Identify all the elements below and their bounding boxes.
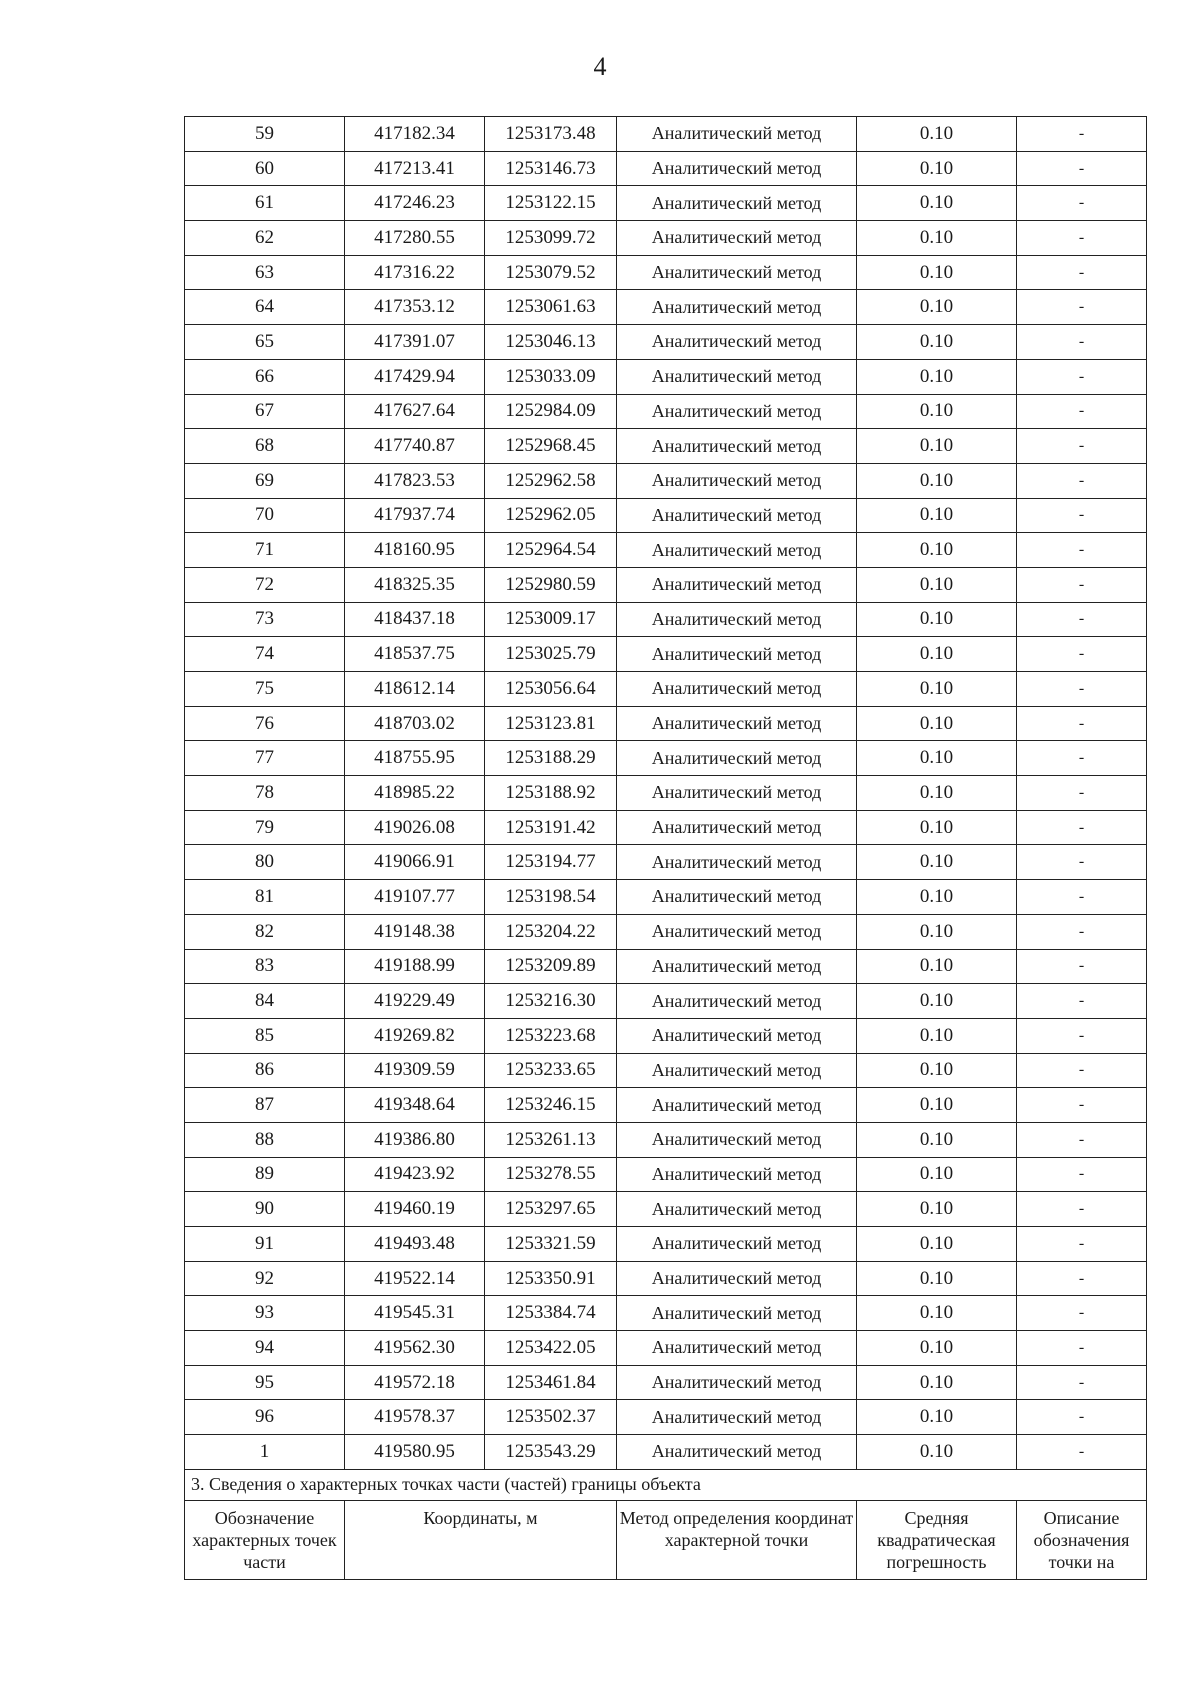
point-number-cell: 84 xyxy=(185,984,345,1019)
x-coordinate-cell: 419269.82 xyxy=(345,1018,485,1053)
description-cell: - xyxy=(1017,1192,1147,1227)
error-cell: 0.10 xyxy=(857,1365,1017,1400)
description-cell: - xyxy=(1017,810,1147,845)
method-cell: Аналитический метод xyxy=(617,359,857,394)
description-cell: - xyxy=(1017,741,1147,776)
table-row xyxy=(185,810,1147,845)
x-coordinate-cell: 419562.30 xyxy=(345,1331,485,1366)
point-number-cell: 76 xyxy=(185,706,345,741)
method-cell: Аналитический метод xyxy=(617,533,857,568)
point-number-cell: 66 xyxy=(185,359,345,394)
table-row xyxy=(185,776,1147,811)
description-cell: - xyxy=(1017,1227,1147,1262)
method-cell: Аналитический метод xyxy=(617,1227,857,1262)
y-coordinate-cell: 1253321.59 xyxy=(485,1227,617,1262)
table-row xyxy=(185,567,1147,602)
point-number-cell: 61 xyxy=(185,186,345,221)
error-cell: 0.10 xyxy=(857,221,1017,256)
method-cell: Аналитический метод xyxy=(617,1435,857,1470)
description-cell: - xyxy=(1017,880,1147,915)
description-cell: - xyxy=(1017,255,1147,290)
method-cell: Аналитический метод xyxy=(617,1192,857,1227)
error-cell: 0.10 xyxy=(857,880,1017,915)
header-error: Средняя квадратическая погрешность xyxy=(857,1500,1017,1579)
method-cell: Аналитический метод xyxy=(617,984,857,1019)
x-coordinate-cell: 418537.75 xyxy=(345,637,485,672)
x-coordinate-cell: 419348.64 xyxy=(345,1088,485,1123)
method-cell: Аналитический метод xyxy=(617,1122,857,1157)
description-cell: - xyxy=(1017,533,1147,568)
x-coordinate-cell: 417353.12 xyxy=(345,290,485,325)
error-cell: 0.10 xyxy=(857,151,1017,186)
description-cell: - xyxy=(1017,186,1147,221)
y-coordinate-cell: 1253233.65 xyxy=(485,1053,617,1088)
y-coordinate-cell: 1253350.91 xyxy=(485,1261,617,1296)
table-row xyxy=(185,533,1147,568)
point-number-cell: 86 xyxy=(185,1053,345,1088)
x-coordinate-cell: 418437.18 xyxy=(345,602,485,637)
description-cell: - xyxy=(1017,429,1147,464)
point-number-cell: 89 xyxy=(185,1157,345,1192)
y-coordinate-cell: 1252962.58 xyxy=(485,463,617,498)
method-cell: Аналитический метод xyxy=(617,325,857,360)
table-row xyxy=(185,1088,1147,1123)
y-coordinate-cell: 1253061.63 xyxy=(485,290,617,325)
error-cell: 0.10 xyxy=(857,741,1017,776)
error-cell: 0.10 xyxy=(857,1331,1017,1366)
description-cell: - xyxy=(1017,949,1147,984)
x-coordinate-cell: 419229.49 xyxy=(345,984,485,1019)
error-cell: 0.10 xyxy=(857,255,1017,290)
x-coordinate-cell: 419423.92 xyxy=(345,1157,485,1192)
description-cell: - xyxy=(1017,672,1147,707)
method-cell: Аналитический метод xyxy=(617,290,857,325)
error-cell: 0.10 xyxy=(857,810,1017,845)
description-cell: - xyxy=(1017,221,1147,256)
table-row xyxy=(185,602,1147,637)
description-cell: - xyxy=(1017,1435,1147,1470)
error-cell: 0.10 xyxy=(857,1227,1017,1262)
point-number-cell: 96 xyxy=(185,1400,345,1435)
table-row xyxy=(185,394,1147,429)
x-coordinate-cell: 417182.34 xyxy=(345,117,485,152)
error-cell: 0.10 xyxy=(857,533,1017,568)
x-coordinate-cell: 417740.87 xyxy=(345,429,485,464)
x-coordinate-cell: 418985.22 xyxy=(345,776,485,811)
point-number-cell: 60 xyxy=(185,151,345,186)
table-row xyxy=(185,845,1147,880)
method-cell: Аналитический метод xyxy=(617,1088,857,1123)
point-number-cell: 81 xyxy=(185,880,345,915)
page-number: 4 xyxy=(593,52,607,81)
error-cell: 0.10 xyxy=(857,1053,1017,1088)
header-coordinates: Координаты, м xyxy=(345,1500,617,1579)
error-cell: 0.10 xyxy=(857,776,1017,811)
table-row xyxy=(185,429,1147,464)
header-method: Метод определения координат характерной точки xyxy=(617,1500,857,1579)
x-coordinate-cell: 417280.55 xyxy=(345,221,485,256)
error-cell: 0.10 xyxy=(857,359,1017,394)
table-row xyxy=(185,1227,1147,1262)
x-coordinate-cell: 419309.59 xyxy=(345,1053,485,1088)
table-row xyxy=(185,1331,1147,1366)
y-coordinate-cell: 1252968.45 xyxy=(485,429,617,464)
y-coordinate-cell: 1253297.65 xyxy=(485,1192,617,1227)
table-row xyxy=(185,949,1147,984)
x-coordinate-cell: 417213.41 xyxy=(345,151,485,186)
error-cell: 0.10 xyxy=(857,1157,1017,1192)
point-number-cell: 1 xyxy=(185,1435,345,1470)
x-coordinate-cell: 419545.31 xyxy=(345,1296,485,1331)
x-coordinate-cell: 417316.22 xyxy=(345,255,485,290)
method-cell: Аналитический метод xyxy=(617,741,857,776)
point-number-cell: 72 xyxy=(185,567,345,602)
error-cell: 0.10 xyxy=(857,1088,1017,1123)
description-cell: - xyxy=(1017,359,1147,394)
method-cell: Аналитический метод xyxy=(617,880,857,915)
description-cell: - xyxy=(1017,117,1147,152)
method-cell: Аналитический метод xyxy=(617,151,857,186)
description-cell: - xyxy=(1017,1296,1147,1331)
description-cell: - xyxy=(1017,1088,1147,1123)
point-number-cell: 94 xyxy=(185,1331,345,1366)
error-cell: 0.10 xyxy=(857,325,1017,360)
section3-title: 3. Сведения о характерных точках части (частей) границы объекта xyxy=(185,1469,1147,1500)
error-cell: 0.10 xyxy=(857,394,1017,429)
point-number-cell: 75 xyxy=(185,672,345,707)
table-row xyxy=(185,1400,1147,1435)
description-cell: - xyxy=(1017,984,1147,1019)
x-coordinate-cell: 419522.14 xyxy=(345,1261,485,1296)
y-coordinate-cell: 1253079.52 xyxy=(485,255,617,290)
table-row xyxy=(185,1261,1147,1296)
y-coordinate-cell: 1253246.15 xyxy=(485,1088,617,1123)
y-coordinate-cell: 1253502.37 xyxy=(485,1400,617,1435)
error-cell: 0.10 xyxy=(857,1435,1017,1470)
table-row xyxy=(185,1192,1147,1227)
x-coordinate-cell: 419188.99 xyxy=(345,949,485,984)
description-cell: - xyxy=(1017,1018,1147,1053)
x-coordinate-cell: 419578.37 xyxy=(345,1400,485,1435)
description-cell: - xyxy=(1017,325,1147,360)
x-coordinate-cell: 419148.38 xyxy=(345,914,485,949)
point-number-cell: 83 xyxy=(185,949,345,984)
point-number-cell: 69 xyxy=(185,463,345,498)
description-cell: - xyxy=(1017,1400,1147,1435)
y-coordinate-cell: 1253056.64 xyxy=(485,672,617,707)
method-cell: Аналитический метод xyxy=(617,498,857,533)
method-cell: Аналитический метод xyxy=(617,672,857,707)
point-number-cell: 70 xyxy=(185,498,345,533)
method-cell: Аналитический метод xyxy=(617,1018,857,1053)
table-row xyxy=(185,1122,1147,1157)
x-coordinate-cell: 419026.08 xyxy=(345,810,485,845)
error-cell: 0.10 xyxy=(857,984,1017,1019)
x-coordinate-cell: 417937.74 xyxy=(345,498,485,533)
description-cell: - xyxy=(1017,1365,1147,1400)
error-cell: 0.10 xyxy=(857,637,1017,672)
x-coordinate-cell: 417627.64 xyxy=(345,394,485,429)
header-designation: Обозначение характерных точек части xyxy=(185,1500,345,1579)
description-cell: - xyxy=(1017,1261,1147,1296)
method-cell: Аналитический метод xyxy=(617,1400,857,1435)
point-number-cell: 62 xyxy=(185,221,345,256)
point-number-cell: 65 xyxy=(185,325,345,360)
section3-column-headers xyxy=(185,1500,1147,1579)
table-row xyxy=(185,741,1147,776)
error-cell: 0.10 xyxy=(857,1296,1017,1331)
method-cell: Аналитический метод xyxy=(617,221,857,256)
error-cell: 0.10 xyxy=(857,672,1017,707)
y-coordinate-cell: 1253422.05 xyxy=(485,1331,617,1366)
y-coordinate-cell: 1252984.09 xyxy=(485,394,617,429)
error-cell: 0.10 xyxy=(857,498,1017,533)
y-coordinate-cell: 1253123.81 xyxy=(485,706,617,741)
table-row xyxy=(185,1365,1147,1400)
error-cell: 0.10 xyxy=(857,1400,1017,1435)
description-cell: - xyxy=(1017,498,1147,533)
error-cell: 0.10 xyxy=(857,186,1017,221)
table-row xyxy=(185,1157,1147,1192)
y-coordinate-cell: 1252980.59 xyxy=(485,567,617,602)
error-cell: 0.10 xyxy=(857,117,1017,152)
y-coordinate-cell: 1253461.84 xyxy=(485,1365,617,1400)
x-coordinate-cell: 419460.19 xyxy=(345,1192,485,1227)
table-row xyxy=(185,1435,1147,1470)
method-cell: Аналитический метод xyxy=(617,1296,857,1331)
x-coordinate-cell: 417391.07 xyxy=(345,325,485,360)
coordinates-table-container xyxy=(184,116,1146,1580)
error-cell: 0.10 xyxy=(857,1192,1017,1227)
description-cell: - xyxy=(1017,151,1147,186)
y-coordinate-cell: 1253198.54 xyxy=(485,880,617,915)
point-number-cell: 93 xyxy=(185,1296,345,1331)
x-coordinate-cell: 419386.80 xyxy=(345,1122,485,1157)
y-coordinate-cell: 1253033.09 xyxy=(485,359,617,394)
table-row xyxy=(185,498,1147,533)
method-cell: Аналитический метод xyxy=(617,706,857,741)
method-cell: Аналитический метод xyxy=(617,463,857,498)
method-cell: Аналитический метод xyxy=(617,255,857,290)
x-coordinate-cell: 417246.23 xyxy=(345,186,485,221)
point-number-cell: 88 xyxy=(185,1122,345,1157)
table-row xyxy=(185,914,1147,949)
y-coordinate-cell: 1253204.22 xyxy=(485,914,617,949)
point-number-cell: 64 xyxy=(185,290,345,325)
error-cell: 0.10 xyxy=(857,429,1017,464)
table-row xyxy=(185,1296,1147,1331)
method-cell: Аналитический метод xyxy=(617,1157,857,1192)
method-cell: Аналитический метод xyxy=(617,1261,857,1296)
table-row xyxy=(185,221,1147,256)
error-cell: 0.10 xyxy=(857,1261,1017,1296)
coordinates-table xyxy=(184,116,1147,1580)
point-number-cell: 80 xyxy=(185,845,345,880)
point-number-cell: 59 xyxy=(185,117,345,152)
error-cell: 0.10 xyxy=(857,290,1017,325)
table-row xyxy=(185,637,1147,672)
x-coordinate-cell: 418325.35 xyxy=(345,567,485,602)
y-coordinate-cell: 1253194.77 xyxy=(485,845,617,880)
method-cell: Аналитический метод xyxy=(617,394,857,429)
x-coordinate-cell: 418612.14 xyxy=(345,672,485,707)
error-cell: 0.10 xyxy=(857,602,1017,637)
y-coordinate-cell: 1253543.29 xyxy=(485,1435,617,1470)
error-cell: 0.10 xyxy=(857,1018,1017,1053)
point-number-cell: 67 xyxy=(185,394,345,429)
x-coordinate-cell: 418703.02 xyxy=(345,706,485,741)
y-coordinate-cell: 1253261.13 xyxy=(485,1122,617,1157)
y-coordinate-cell: 1253122.15 xyxy=(485,186,617,221)
y-coordinate-cell: 1253384.74 xyxy=(485,1296,617,1331)
table-row xyxy=(185,1018,1147,1053)
description-cell: - xyxy=(1017,463,1147,498)
method-cell: Аналитический метод xyxy=(617,1365,857,1400)
x-coordinate-cell: 419572.18 xyxy=(345,1365,485,1400)
description-cell: - xyxy=(1017,1331,1147,1366)
point-number-cell: 91 xyxy=(185,1227,345,1262)
description-cell: - xyxy=(1017,1122,1147,1157)
description-cell: - xyxy=(1017,776,1147,811)
description-cell: - xyxy=(1017,394,1147,429)
y-coordinate-cell: 1253223.68 xyxy=(485,1018,617,1053)
method-cell: Аналитический метод xyxy=(617,949,857,984)
table-row xyxy=(185,1053,1147,1088)
table-row xyxy=(185,880,1147,915)
point-number-cell: 87 xyxy=(185,1088,345,1123)
table-row xyxy=(185,186,1147,221)
error-cell: 0.10 xyxy=(857,1122,1017,1157)
method-cell: Аналитический метод xyxy=(617,186,857,221)
y-coordinate-cell: 1253209.89 xyxy=(485,949,617,984)
y-coordinate-cell: 1253188.92 xyxy=(485,776,617,811)
point-number-cell: 78 xyxy=(185,776,345,811)
method-cell: Аналитический метод xyxy=(617,637,857,672)
table-row xyxy=(185,325,1147,360)
header-description: Описание обозначения точки на xyxy=(1017,1500,1147,1579)
table-row xyxy=(185,984,1147,1019)
y-coordinate-cell: 1253173.48 xyxy=(485,117,617,152)
table-row xyxy=(185,463,1147,498)
method-cell: Аналитический метод xyxy=(617,776,857,811)
x-coordinate-cell: 418755.95 xyxy=(345,741,485,776)
method-cell: Аналитический метод xyxy=(617,567,857,602)
error-cell: 0.10 xyxy=(857,567,1017,602)
table-row xyxy=(185,290,1147,325)
y-coordinate-cell: 1253191.42 xyxy=(485,810,617,845)
table-row xyxy=(185,706,1147,741)
point-number-cell: 68 xyxy=(185,429,345,464)
y-coordinate-cell: 1253009.17 xyxy=(485,602,617,637)
point-number-cell: 74 xyxy=(185,637,345,672)
description-cell: - xyxy=(1017,914,1147,949)
point-number-cell: 79 xyxy=(185,810,345,845)
x-coordinate-cell: 419066.91 xyxy=(345,845,485,880)
x-coordinate-cell: 419107.77 xyxy=(345,880,485,915)
x-coordinate-cell: 417823.53 xyxy=(345,463,485,498)
error-cell: 0.10 xyxy=(857,845,1017,880)
method-cell: Аналитический метод xyxy=(617,845,857,880)
point-number-cell: 63 xyxy=(185,255,345,290)
x-coordinate-cell: 419580.95 xyxy=(345,1435,485,1470)
method-cell: Аналитический метод xyxy=(617,914,857,949)
y-coordinate-cell: 1253146.73 xyxy=(485,151,617,186)
description-cell: - xyxy=(1017,845,1147,880)
point-number-cell: 95 xyxy=(185,1365,345,1400)
y-coordinate-cell: 1253216.30 xyxy=(485,984,617,1019)
method-cell: Аналитический метод xyxy=(617,1331,857,1366)
coordinates-table-body xyxy=(185,117,1147,1470)
method-cell: Аналитический метод xyxy=(617,1053,857,1088)
y-coordinate-cell: 1253025.79 xyxy=(485,637,617,672)
table-row xyxy=(185,255,1147,290)
x-coordinate-cell: 417429.94 xyxy=(345,359,485,394)
point-number-cell: 77 xyxy=(185,741,345,776)
description-cell: - xyxy=(1017,637,1147,672)
description-cell: - xyxy=(1017,1157,1147,1192)
y-coordinate-cell: 1252964.54 xyxy=(485,533,617,568)
description-cell: - xyxy=(1017,567,1147,602)
point-number-cell: 90 xyxy=(185,1192,345,1227)
y-coordinate-cell: 1253046.13 xyxy=(485,325,617,360)
table-row xyxy=(185,672,1147,707)
error-cell: 0.10 xyxy=(857,463,1017,498)
table-row xyxy=(185,151,1147,186)
section3-title-row xyxy=(185,1469,1147,1500)
error-cell: 0.10 xyxy=(857,949,1017,984)
description-cell: - xyxy=(1017,706,1147,741)
description-cell: - xyxy=(1017,1053,1147,1088)
error-cell: 0.10 xyxy=(857,706,1017,741)
y-coordinate-cell: 1253099.72 xyxy=(485,221,617,256)
point-number-cell: 82 xyxy=(185,914,345,949)
description-cell: - xyxy=(1017,290,1147,325)
method-cell: Аналитический метод xyxy=(617,429,857,464)
x-coordinate-cell: 418160.95 xyxy=(345,533,485,568)
point-number-cell: 85 xyxy=(185,1018,345,1053)
table-row xyxy=(185,117,1147,152)
method-cell: Аналитический метод xyxy=(617,810,857,845)
point-number-cell: 92 xyxy=(185,1261,345,1296)
y-coordinate-cell: 1253278.55 xyxy=(485,1157,617,1192)
method-cell: Аналитический метод xyxy=(617,117,857,152)
description-cell: - xyxy=(1017,602,1147,637)
section3-header xyxy=(185,1469,1147,1579)
table-row xyxy=(185,359,1147,394)
point-number-cell: 71 xyxy=(185,533,345,568)
method-cell: Аналитический метод xyxy=(617,602,857,637)
y-coordinate-cell: 1253188.29 xyxy=(485,741,617,776)
y-coordinate-cell: 1252962.05 xyxy=(485,498,617,533)
x-coordinate-cell: 419493.48 xyxy=(345,1227,485,1262)
error-cell: 0.10 xyxy=(857,914,1017,949)
point-number-cell: 73 xyxy=(185,602,345,637)
